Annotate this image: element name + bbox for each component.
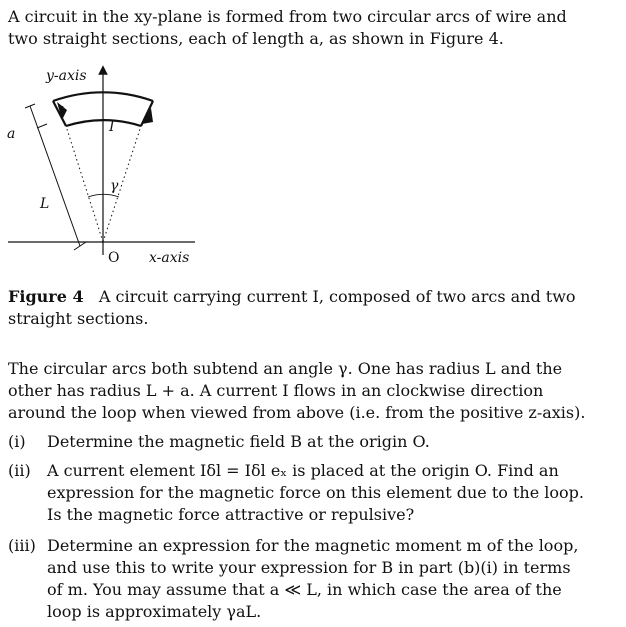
- L-label: L: [40, 196, 50, 212]
- intro-line-2: two straight sections, each of length a, as shown in Figure 4.: [8, 29, 504, 48]
- angle-label: γ: [110, 178, 119, 194]
- a-label: a: [7, 126, 16, 142]
- part-i-number: (i): [8, 432, 26, 451]
- part-iii-line-3: of m. You may assume that a ≪ L, in which case the area of the: [47, 580, 562, 599]
- caption-label: Figure 4: [8, 287, 84, 306]
- origin-label: O: [108, 250, 120, 266]
- dotted-radius-right: [103, 126, 141, 242]
- part-i-line-1: Determine the magnetic field B at the origin O.: [47, 432, 430, 451]
- figure-caption: [8, 286, 620, 330]
- caption-text-1: A circuit carrying current I, composed of two arcs and two: [98, 287, 576, 306]
- current-label: I: [109, 119, 115, 135]
- y-axis-label: y-axis: [46, 68, 87, 84]
- part-ii-line-1: A current element Iδl = Iδl eₓ is placed at the origin O. Find an: [47, 461, 559, 480]
- part-iii-number: (iii): [8, 536, 36, 555]
- figure-4-diagram: [0, 60, 626, 275]
- body-line-1: The circular arcs both subtend an angle γ. One has radius L and the: [8, 359, 563, 378]
- part-iii-line-4: loop is approximately γaL.: [47, 602, 262, 621]
- caption-text-2: straight sections.: [8, 309, 149, 328]
- body-line-3: around the loop when viewed from above (i.e. from the positive z-axis).: [8, 403, 586, 422]
- tick-mid: [37, 124, 47, 128]
- tick-bottom: [74, 242, 86, 250]
- x-axis-label: x-axis: [149, 250, 190, 266]
- intro-line-1: A circuit in the xy-plane is formed from two circular arcs of wire and: [8, 7, 567, 26]
- length-guide-line: [30, 106, 80, 246]
- dotted-radius-left: [66, 126, 103, 242]
- part-ii-line-2: expression for the magnetic force on this element due to the loop.: [47, 483, 584, 502]
- part-iii-line-1: Determine an expression for the magnetic moment m of the loop,: [47, 536, 579, 555]
- part-ii-line-3: Is the magnetic force attractive or repulsive?: [47, 505, 415, 524]
- body-line-2: other has radius L + a. A current I flows in an clockwise direction: [8, 381, 544, 400]
- part-ii-number: (ii): [8, 461, 31, 480]
- part-iii-line-2: and use this to write your expression for B in part (b)(i) in terms: [47, 558, 571, 577]
